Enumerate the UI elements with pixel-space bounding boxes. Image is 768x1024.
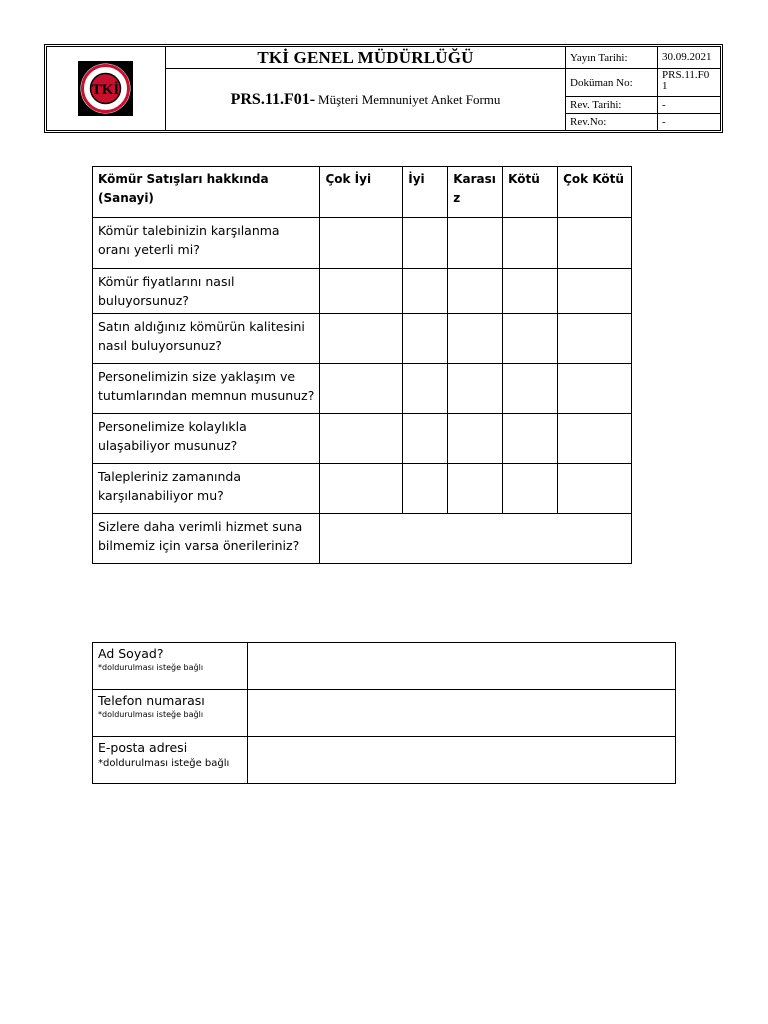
rating-cell[interactable]	[558, 464, 632, 514]
rating-cell[interactable]	[448, 314, 503, 364]
question-text: Personelimizin size yaklaşım ve tutumlarından memnun musunuz?	[93, 364, 320, 414]
meta-value-publish-date: 30.09.2021	[658, 47, 720, 69]
question-text: Sizlere daha verimli hizmet suna bilmemiz için varsa önerileriniz?	[93, 514, 320, 564]
rating-cell[interactable]	[448, 364, 503, 414]
rating-cell[interactable]	[320, 269, 403, 314]
rating-cell[interactable]	[558, 218, 632, 269]
email-label: E-posta adresi	[98, 740, 188, 755]
rating-header-bad: Kötü	[503, 167, 558, 218]
contact-label-cell	[93, 690, 248, 737]
rating-cell[interactable]	[448, 414, 503, 464]
contact-label-cell	[93, 643, 248, 690]
rating-header-very-good: Çok İyi	[320, 167, 403, 218]
rating-cell[interactable]	[503, 414, 558, 464]
contact-label-cell	[93, 737, 248, 784]
survey-row	[93, 414, 632, 464]
rating-cell[interactable]	[503, 269, 558, 314]
tki-logo	[78, 61, 133, 116]
meta-value-document-no: PRS.11.F0 1	[658, 69, 720, 97]
rating-cell[interactable]	[503, 314, 558, 364]
document-header	[44, 44, 723, 133]
logo-text: TKİ	[91, 82, 120, 98]
meta-label-document-no: Doküman No:	[566, 69, 658, 97]
title-cell	[166, 47, 566, 69]
rating-cell[interactable]	[320, 314, 403, 364]
optional-note: *doldurulması isteğe bağlı	[98, 663, 204, 672]
meta-value-rev-no: -	[662, 115, 666, 128]
rating-cell[interactable]	[403, 414, 448, 464]
rating-cell[interactable]	[558, 414, 632, 464]
rating-cell[interactable]	[448, 269, 503, 314]
phone-field[interactable]	[248, 690, 676, 737]
question-text: Kömür talebinizin karşılanma oranı yeterli mi?	[93, 218, 320, 269]
survey-row	[93, 218, 632, 269]
rating-cell[interactable]	[558, 364, 632, 414]
contact-row-phone	[93, 690, 676, 737]
question-text: Personelimize kolaylıkla ulaşabiliyor musunuz?	[93, 414, 320, 464]
rating-cell[interactable]	[558, 314, 632, 364]
form-title-cell	[166, 69, 566, 130]
optional-note: *doldurulması isteğe bağlı	[98, 710, 204, 719]
rating-header-undecided: Karası z	[448, 167, 503, 218]
form-code: PRS.11.F01-	[230, 90, 316, 108]
survey-topic-header: Kömür Satışları hakkında (Sanayi)	[93, 167, 320, 218]
rating-cell[interactable]	[503, 364, 558, 414]
name-label: Ad Soyad?	[98, 646, 164, 661]
form-name: Müşteri Memnuniyet Anket Formu	[318, 91, 501, 107]
survey-row	[93, 364, 632, 414]
rating-cell[interactable]	[403, 364, 448, 414]
optional-note: *doldurulması isteğe bağlı	[98, 758, 230, 769]
meta-label-publish-date: Yayın Tarihi:	[566, 47, 658, 69]
name-field[interactable]	[248, 643, 676, 690]
rating-cell[interactable]	[320, 218, 403, 269]
contact-row-name	[93, 643, 676, 690]
question-text: Kömür fiyatlarını nasıl buluyorsunuz?	[93, 269, 320, 314]
survey-header-row	[93, 167, 632, 218]
rating-header-very-bad: Çok Kötü	[558, 167, 632, 218]
rating-cell[interactable]	[448, 218, 503, 269]
rating-cell[interactable]	[503, 464, 558, 514]
meta-label-rev-date: Rev. Tarihi:	[566, 97, 658, 114]
meta-value-rev-date: -	[658, 97, 720, 114]
logo-cell	[47, 47, 166, 130]
org-title: TKİ GENEL MÜDÜRLÜĞÜ	[257, 47, 474, 67]
rating-cell[interactable]	[320, 414, 403, 464]
rating-header-good: İyi	[403, 167, 448, 218]
question-text: Talepleriniz zamanında karşılanabiliyor mu?	[93, 464, 320, 514]
survey-suggestion-row	[93, 514, 632, 564]
rating-cell[interactable]	[403, 314, 448, 364]
rating-cell[interactable]	[558, 269, 632, 314]
meta-label-rev-no: Rev.No:	[566, 114, 658, 130]
rating-cell[interactable]	[403, 464, 448, 514]
rating-cell[interactable]	[448, 464, 503, 514]
survey-table	[92, 166, 632, 564]
rating-cell[interactable]	[320, 364, 403, 414]
survey-row	[93, 314, 632, 364]
contact-table	[92, 642, 676, 784]
suggestion-field[interactable]	[320, 514, 632, 564]
rating-cell[interactable]	[503, 218, 558, 269]
survey-row	[93, 464, 632, 514]
contact-row-email	[93, 737, 676, 784]
rating-cell[interactable]	[403, 218, 448, 269]
rating-cell[interactable]	[403, 269, 448, 314]
survey-row	[93, 269, 632, 314]
phone-label: Telefon numarası	[98, 693, 205, 708]
email-field[interactable]	[248, 737, 676, 784]
question-text: Satın aldığınız kömürün kalitesini nasıl buluyorsunuz?	[93, 314, 320, 364]
rating-cell[interactable]	[320, 464, 403, 514]
